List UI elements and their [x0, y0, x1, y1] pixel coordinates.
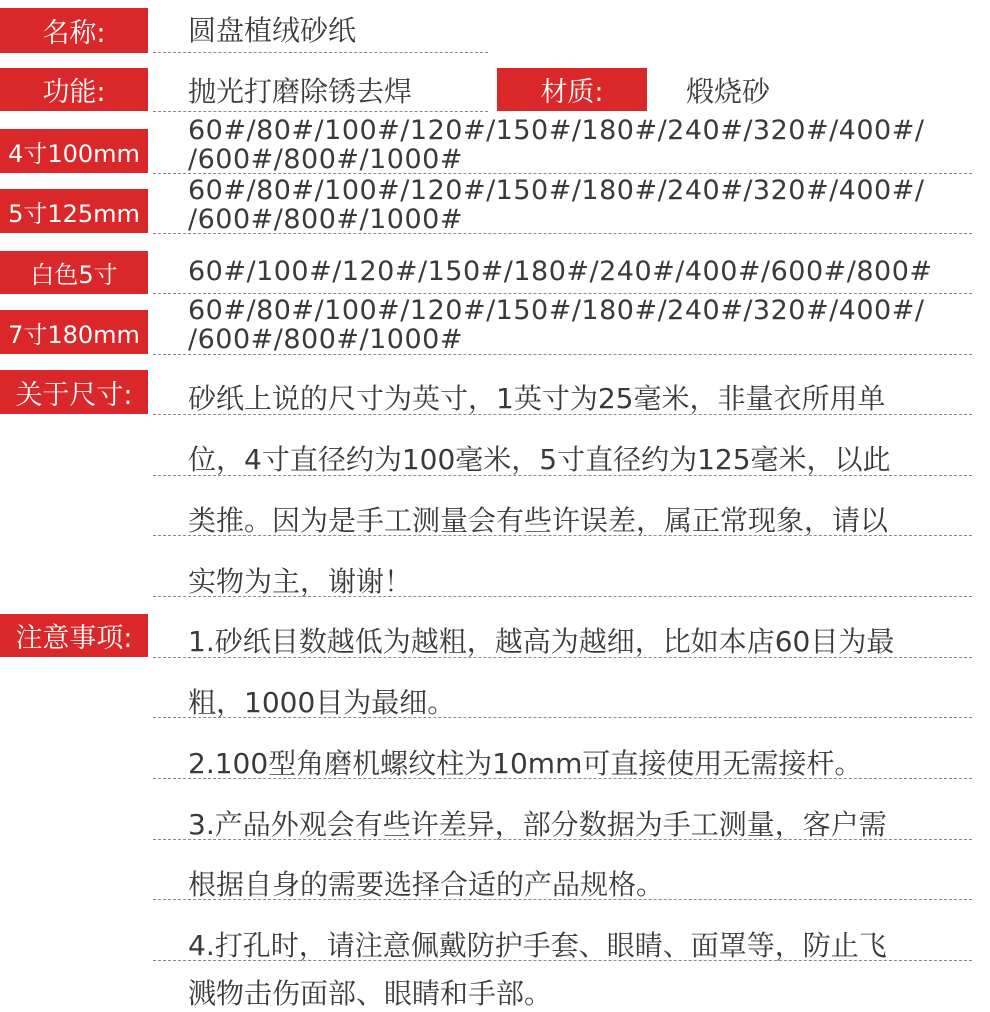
divider — [153, 233, 972, 234]
divider — [153, 717, 972, 718]
divider — [153, 899, 972, 900]
note-line: 根据自身的需要选择合适的产品规格。 — [188, 868, 665, 901]
material-label: 材质: — [497, 68, 647, 111]
function-value: 抛光打磨除锈去焊 — [188, 75, 413, 108]
about-size-line: 位，4寸直径约为100毫米，5寸直径约为125毫米，以此 — [188, 443, 891, 476]
divider — [153, 535, 972, 536]
name-value: 圆盘植绒砂纸 — [188, 14, 357, 47]
note-line: 4.打孔时，请注意佩戴防护手套、眼睛、面罩等，防止飞 — [188, 929, 887, 962]
note-line: 溅物击伤面部、眼睛和手部。 — [188, 977, 553, 1010]
divider — [153, 778, 972, 779]
size-5-label: 5寸125mm — [0, 189, 148, 233]
note-line: 3.产品外观会有些许差异，部分数据为手工测量，客户需 — [188, 808, 887, 841]
notes-label: 注意事项: — [0, 614, 148, 657]
divider — [153, 293, 972, 294]
name-label: 名称: — [0, 8, 148, 53]
divider — [153, 657, 972, 658]
size-7-label: 7寸180mm — [0, 310, 148, 354]
material-value: 煅烧砂 — [686, 75, 771, 108]
size-4-grits-line1: 60#/80#/100#/120#/150#/180#/240#/320#/400#/ — [188, 115, 925, 146]
size-7-grits-line2: /600#/800#/1000# — [188, 324, 463, 355]
divider — [153, 354, 972, 355]
size-4-label: 4寸100mm — [0, 129, 148, 173]
size-4-grits-line2: /600#/800#/1000# — [188, 144, 463, 175]
divider — [153, 111, 488, 112]
note-line: 粗，1000目为最细。 — [188, 686, 456, 719]
function-label: 功能: — [0, 68, 148, 111]
white-5-grits: 60#/100#/120#/150#/180#/240#/400#/600#/800# — [188, 256, 933, 287]
about-size-label: 关于尺寸: — [0, 370, 148, 414]
about-size-line: 类推。因为是手工测量会有些许误差，属正常现象，请以 — [188, 504, 889, 537]
divider — [153, 839, 972, 840]
size-5-grits-line1: 60#/80#/100#/120#/150#/180#/240#/320#/400#/ — [188, 175, 925, 206]
about-size-line: 砂纸上说的尺寸为英寸，1英寸为25毫米，非量衣所用单 — [188, 382, 886, 415]
note-line: 2.100型角磨机螺纹柱为10mm可直接使用无需接杆。 — [188, 747, 863, 780]
size-7-grits-line1: 60#/80#/100#/120#/150#/180#/240#/320#/400#/ — [188, 295, 925, 326]
divider — [153, 52, 488, 53]
divider — [153, 960, 972, 961]
size-5-grits-line2: /600#/800#/1000# — [188, 204, 463, 235]
about-size-line: 实物为主，谢谢！ — [188, 565, 413, 598]
divider — [153, 173, 972, 174]
divider — [153, 596, 972, 597]
divider — [153, 414, 972, 415]
white-5-label: 白色5寸 — [0, 251, 148, 294]
divider — [153, 475, 972, 476]
note-line: 1.砂纸目数越低为越粗，越高为越细，比如本店60目为最 — [188, 625, 895, 658]
